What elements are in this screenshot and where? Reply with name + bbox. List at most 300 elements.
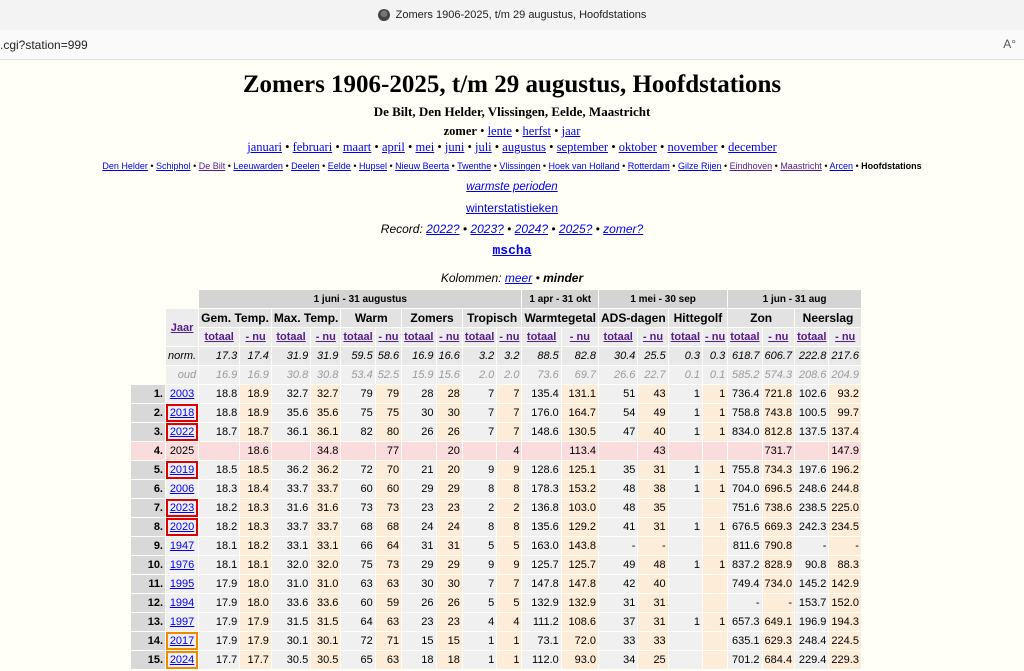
station-link-hoek-van-holland[interactable]: Hoek van Holland	[548, 161, 620, 171]
month-link-januari[interactable]: januari	[247, 140, 282, 154]
group-header-row	[131, 290, 861, 308]
bullet-separator: •	[491, 140, 503, 154]
value-cell: 18.3	[240, 499, 271, 517]
year-link[interactable]: 2019	[169, 464, 195, 476]
month-link-juni[interactable]: juni	[444, 140, 465, 154]
sort-totaal-cell[interactable]	[341, 328, 374, 346]
value-cell: 1	[703, 385, 727, 403]
oud-value: 204.9	[829, 366, 861, 384]
value-cell: 33	[599, 632, 637, 650]
value-cell	[522, 442, 560, 460]
sort-nu-link[interactable]: - nu	[245, 331, 266, 343]
value-cell: 1	[669, 461, 702, 479]
value-cell: 15	[437, 632, 462, 650]
column-header-6: ADS-dagen	[601, 311, 666, 325]
value-cell: 35	[638, 499, 667, 517]
value-cell: 43	[638, 385, 667, 403]
station-link-maastricht[interactable]: Maastricht	[780, 161, 822, 171]
month-link-mei[interactable]: mei	[415, 140, 435, 154]
norm-value: 3.2	[497, 347, 521, 365]
oud-value: 69.7	[562, 366, 598, 384]
value-cell: 18.3	[240, 518, 271, 536]
value-cell: 224.5	[829, 632, 861, 650]
station-link-arcen[interactable]: Arcen	[829, 161, 853, 171]
value-cell: 18.1	[199, 556, 239, 574]
value-cell: -	[638, 537, 667, 555]
value-cell: 73	[376, 556, 401, 574]
month-link-april[interactable]: april	[381, 140, 405, 154]
value-cell: 26	[437, 423, 462, 441]
norm-value: 31.9	[272, 347, 310, 365]
value-cell: 88.3	[829, 556, 861, 574]
value-cell: 75	[341, 556, 374, 574]
year-cell[interactable]	[166, 480, 198, 498]
value-cell: 736.4	[728, 385, 761, 403]
bullet-separator: •	[721, 161, 730, 171]
winterstatistieken-link[interactable]: winterstatistieken	[465, 201, 559, 215]
jaar-header[interactable]	[166, 309, 198, 346]
reader-view-icon[interactable]: A°	[1003, 37, 1016, 51]
rank-cell: 1.	[131, 385, 165, 403]
year-link[interactable]: 2017	[169, 635, 195, 647]
bullet-separator: •	[147, 161, 157, 171]
sort-totaal-link[interactable]: totaal	[797, 331, 827, 343]
oud-value: 574.3	[763, 366, 795, 384]
value-cell: 32.7	[311, 385, 340, 403]
value-cell: 244.8	[829, 480, 861, 498]
value-cell: 30	[437, 404, 462, 422]
sort-totaal-link[interactable]: totaal	[603, 331, 633, 343]
address-bar[interactable]	[0, 30, 1024, 60]
value-cell: 32.0	[311, 556, 340, 574]
kolommen-meer-link[interactable]: meer	[504, 271, 533, 285]
value-cell: 63	[376, 613, 401, 631]
value-cell: 30	[402, 575, 435, 593]
sort-nu-link[interactable]: - nu	[439, 331, 460, 343]
value-cell: 5	[497, 537, 521, 555]
station-link-gilze-rijen[interactable]: Gilze Rijen	[677, 161, 722, 171]
year-cell[interactable]	[166, 461, 198, 479]
bullet-separator: •	[459, 222, 471, 236]
value-cell: 147.8	[562, 575, 598, 593]
station-link-nieuw-beerta[interactable]: Nieuw Beerta	[395, 161, 450, 171]
sort-totaal-cell[interactable]	[199, 328, 239, 346]
value-cell: 1	[703, 613, 727, 631]
value-cell: 18.1	[199, 537, 239, 555]
value-cell: 80	[376, 423, 401, 441]
sort-totaal-cell[interactable]	[522, 328, 560, 346]
value-cell: 48	[599, 499, 637, 517]
sort-nu-cell[interactable]	[703, 328, 727, 346]
oud-label: oud	[166, 366, 198, 384]
site-favicon-icon	[378, 9, 390, 21]
rank-cell: 12.	[131, 594, 165, 612]
sort-nu-cell[interactable]	[829, 328, 861, 346]
sort-nu-cell[interactable]	[497, 328, 521, 346]
station-link-eindhoven[interactable]: Eindhoven	[729, 161, 773, 171]
value-cell: 102.6	[795, 385, 828, 403]
month-link-juli[interactable]: juli	[474, 140, 492, 154]
value-cell: 125.1	[562, 461, 598, 479]
station-link-den-helder[interactable]: Den Helder	[102, 161, 148, 171]
sort-totaal-link[interactable]: totaal	[464, 331, 495, 343]
group-header-jun-aug-2: 1 jun - 31 aug	[728, 290, 861, 308]
value-cell: 7	[463, 385, 496, 403]
jaar-sort-link[interactable]: Jaar	[170, 321, 194, 334]
bullet-separator: •	[535, 271, 540, 285]
value-cell: 1	[669, 480, 702, 498]
sort-nu-cell[interactable]	[763, 328, 795, 346]
year-cell[interactable]	[166, 651, 198, 669]
value-cell: 749.4	[728, 575, 761, 593]
record-link-3[interactable]: 2025?	[558, 222, 593, 236]
value-cell: 21	[402, 461, 435, 479]
value-cell: 18.7	[199, 423, 239, 441]
station-link-rotterdam[interactable]: Rotterdam	[627, 161, 670, 171]
value-cell: 196.9	[795, 613, 828, 631]
value-cell: 23	[402, 613, 435, 631]
empty-corner	[131, 309, 165, 327]
column-header-1: Max. Temp.	[273, 311, 339, 325]
year-cell[interactable]	[166, 423, 198, 441]
value-cell: 1	[703, 404, 727, 422]
station-link-twenthe[interactable]: Twenthe	[457, 161, 492, 171]
station-link-de-bilt[interactable]: De Bilt	[198, 161, 226, 171]
winterstatistieken-line	[0, 201, 1024, 215]
sort-totaal-link[interactable]: totaal	[276, 331, 306, 343]
norm-value: 25.5	[638, 347, 667, 365]
value-cell: 48	[638, 556, 667, 574]
season-link-lente[interactable]: lente	[487, 124, 512, 138]
value-cell: 17.9	[199, 613, 239, 631]
value-cell: 8	[497, 518, 521, 536]
value-cell: 93.0	[562, 651, 598, 669]
norm-value: 59.5	[341, 347, 374, 365]
value-cell: 73	[376, 499, 401, 517]
value-cell: 40	[638, 575, 667, 593]
sort-nu-cell[interactable]	[376, 328, 401, 346]
oud-value: 585.2	[728, 366, 761, 384]
value-cell: 137.4	[829, 423, 861, 441]
station-link-hupsel[interactable]: Hupsel	[358, 161, 387, 171]
oud-value: 30.8	[272, 366, 310, 384]
value-cell: 66	[341, 537, 374, 555]
value-cell: 131.1	[562, 385, 598, 403]
year-link[interactable]: 1947	[169, 540, 195, 552]
year-link[interactable]: 2020	[169, 521, 195, 533]
station-link-eelde[interactable]: Eelde	[327, 161, 351, 171]
value-cell: 68	[341, 518, 374, 536]
column-header-7: Hittegolf	[669, 309, 728, 327]
norm-value: 17.3	[199, 347, 239, 365]
sort-nu-link[interactable]: - nu	[499, 331, 520, 343]
value-cell: 1	[703, 480, 727, 498]
year-link[interactable]: 1997	[169, 616, 195, 628]
year-link[interactable]: 2022	[169, 426, 195, 438]
value-cell	[341, 442, 374, 460]
value-cell: -	[599, 537, 637, 555]
value-cell: 629.3	[763, 632, 795, 650]
value-cell: 128.6	[522, 461, 560, 479]
season-link-jaar[interactable]: jaar	[561, 124, 581, 138]
value-cell: 26	[437, 594, 462, 612]
mscha-line	[0, 242, 1024, 258]
value-cell: 31	[638, 613, 667, 631]
value-cell: 734.0	[763, 575, 795, 593]
value-cell: 248.6	[795, 480, 828, 498]
value-cell: 42	[599, 575, 637, 593]
value-cell	[703, 651, 727, 669]
column-header-row	[131, 309, 861, 327]
sort-totaal-link[interactable]: totaal	[204, 331, 234, 343]
value-cell: 701.2	[728, 651, 761, 669]
value-cell: 31	[599, 594, 637, 612]
value-cell: 100.5	[795, 404, 828, 422]
empty-corner	[166, 290, 198, 308]
empty-corner	[131, 290, 165, 308]
year-cell[interactable]	[166, 404, 198, 422]
sort-nu-cell[interactable]	[437, 328, 462, 346]
year-cell[interactable]	[166, 575, 198, 593]
month-link-februari[interactable]: februari	[292, 140, 333, 154]
value-cell: 125.7	[562, 556, 598, 574]
oud-value: 73.6	[522, 366, 560, 384]
record-link-1[interactable]: 2023?	[470, 222, 504, 236]
table-row	[131, 518, 861, 536]
rank-cell: 14.	[131, 632, 165, 650]
norm-row	[131, 347, 861, 365]
value-cell: 72	[341, 632, 374, 650]
value-cell: 23	[437, 613, 462, 631]
value-cell: 197.6	[795, 461, 828, 479]
table-row	[131, 385, 861, 403]
value-cell: 734.3	[763, 461, 795, 479]
norm-value: 217.6	[829, 347, 861, 365]
year-link[interactable]: 2018	[169, 407, 195, 419]
sort-nu-link[interactable]: - nu	[315, 331, 336, 343]
sort-totaal-link[interactable]: totaal	[343, 331, 373, 343]
value-cell: 24	[437, 518, 462, 536]
year-link[interactable]: 2023	[169, 502, 195, 514]
value-cell: 153.2	[562, 480, 598, 498]
value-cell: 33.7	[272, 518, 310, 536]
table-row	[131, 423, 861, 441]
value-cell: 36.1	[311, 423, 340, 441]
year-text: 2025	[169, 445, 195, 457]
table-row	[131, 537, 861, 555]
year-cell[interactable]	[166, 499, 198, 517]
table-row	[131, 651, 861, 669]
value-cell: 229.4	[795, 651, 828, 669]
value-cell: 1	[669, 518, 702, 536]
sort-nu-cell[interactable]	[562, 328, 598, 346]
year-link[interactable]: 2024	[169, 654, 195, 666]
empty-corner	[131, 347, 165, 365]
year-cell[interactable]	[166, 385, 198, 403]
kolommen-line	[0, 271, 1024, 285]
bullet-separator: •	[386, 161, 396, 171]
month-link-november[interactable]: november	[667, 140, 718, 154]
value-cell: 26	[402, 594, 435, 612]
year-link[interactable]: 1976	[169, 559, 195, 571]
sort-totaal-link[interactable]: totaal	[526, 331, 557, 343]
value-cell: 176.0	[522, 404, 560, 422]
value-cell: 811.6	[728, 537, 761, 555]
sort-nu-link[interactable]: - nu	[642, 331, 664, 343]
value-cell	[728, 442, 761, 460]
sort-nu-link[interactable]: - nu	[569, 331, 590, 343]
year-cell[interactable]	[166, 518, 198, 536]
year-cell[interactable]	[166, 556, 198, 574]
column-header-5: Warmtegetal	[524, 311, 597, 325]
month-link-september[interactable]: september	[556, 140, 609, 154]
oud-value: 15.9	[402, 366, 435, 384]
month-link-maart[interactable]: maart	[342, 140, 372, 154]
year-cell[interactable]	[166, 537, 198, 555]
sort-totaal-link[interactable]: totaal	[730, 331, 760, 343]
value-cell: 137.5	[795, 423, 828, 441]
record-link-0[interactable]: 2022?	[426, 222, 460, 236]
value-cell: 34	[599, 651, 637, 669]
year-cell[interactable]	[166, 613, 198, 631]
station-link-leeuwarden[interactable]: Leeuwarden	[233, 161, 283, 171]
sort-nu-link[interactable]: - nu	[835, 331, 856, 343]
year-link[interactable]: 2006	[169, 483, 195, 495]
value-cell: 669.3	[763, 518, 795, 536]
value-cell: 234.5	[829, 518, 861, 536]
value-cell: 93.2	[829, 385, 861, 403]
sort-totaal-link[interactable]: totaal	[404, 331, 434, 343]
bullet-separator: •	[434, 140, 445, 154]
value-cell: 15	[402, 632, 435, 650]
value-cell: 132.9	[522, 594, 560, 612]
value-cell: 9	[463, 556, 496, 574]
value-cell: 17.7	[199, 651, 239, 669]
value-cell: 1	[669, 556, 702, 574]
year-cell[interactable]	[166, 594, 198, 612]
warmste-perioden-link[interactable]: warmste perioden	[466, 181, 558, 193]
value-cell: 73	[341, 499, 374, 517]
value-cell: 812.8	[763, 423, 795, 441]
value-cell: 30.1	[272, 632, 310, 650]
sort-totaal-cell[interactable]	[402, 328, 435, 346]
month-link-augustus[interactable]: augustus	[502, 140, 547, 154]
sort-totaal-cell[interactable]	[463, 328, 496, 346]
bullet-separator: •	[548, 222, 559, 236]
value-cell	[463, 442, 496, 460]
value-cell: 142.9	[829, 575, 861, 593]
sort-totaal-cell[interactable]	[272, 328, 310, 346]
year-link[interactable]: 1995	[169, 578, 195, 590]
sort-nu-link[interactable]: - nu	[768, 331, 789, 343]
sort-totaal-cell[interactable]	[728, 328, 761, 346]
mscha-link[interactable]: mscha	[492, 243, 532, 258]
sort-nu-link[interactable]: - nu	[705, 331, 726, 343]
year-link[interactable]: 1994	[169, 597, 195, 609]
value-cell	[669, 499, 702, 517]
sort-nu-cell[interactable]	[311, 328, 340, 346]
value-cell: 72	[341, 461, 374, 479]
value-cell: 82	[341, 423, 374, 441]
station-link-deelen[interactable]: Deelen	[291, 161, 320, 171]
value-cell: 31	[402, 537, 435, 555]
table-row	[131, 632, 861, 650]
month-link-oktober[interactable]: oktober	[618, 140, 657, 154]
station-link-schiphol[interactable]: Schiphol	[156, 161, 191, 171]
value-cell: 18.7	[240, 423, 271, 441]
oud-value: 26.6	[599, 366, 637, 384]
value-cell: 63	[376, 651, 401, 669]
value-cell: 18	[437, 651, 462, 669]
oud-value: 16.9	[199, 366, 239, 384]
year-cell[interactable]	[166, 632, 198, 650]
value-cell: 48	[599, 480, 637, 498]
value-cell: 59	[376, 594, 401, 612]
value-cell: 79	[341, 385, 374, 403]
bullet-separator: •	[190, 161, 199, 171]
value-cell: 1	[703, 423, 727, 441]
table-row	[131, 461, 861, 479]
value-cell: 37	[599, 613, 637, 631]
value-cell: 60	[341, 480, 374, 498]
value-cell: 129.2	[562, 518, 598, 536]
sort-totaal-cell[interactable]	[795, 328, 828, 346]
value-cell: 1	[669, 404, 702, 422]
value-cell: -	[795, 537, 828, 555]
year-link[interactable]: 2003	[169, 388, 195, 400]
sort-totaal-cell[interactable]	[599, 328, 637, 346]
tab-title: Zomers 1906-2025, t/m 29 augustus, Hoofdstations	[395, 9, 647, 21]
value-cell	[703, 575, 727, 593]
value-cell: 23	[437, 499, 462, 517]
value-cell: 103.0	[562, 499, 598, 517]
value-cell: 1	[669, 613, 702, 631]
month-link-december[interactable]: december	[728, 140, 777, 154]
norm-value: 88.5	[522, 347, 560, 365]
bullet-separator: •	[592, 222, 604, 236]
value-cell: 30	[402, 404, 435, 422]
norm-value: 82.8	[562, 347, 598, 365]
record-link-2[interactable]: 2024?	[514, 222, 549, 236]
station-link-vlissingen[interactable]: Vlissingen	[499, 161, 541, 171]
url-text[interactable]: .cgi?station=999	[0, 37, 88, 52]
value-cell: 18.2	[199, 499, 239, 517]
value-cell: 28	[402, 385, 435, 403]
sort-totaal-cell[interactable]	[669, 328, 702, 346]
value-cell: 43	[638, 442, 667, 460]
value-cell: 194.3	[829, 613, 861, 631]
value-cell: 1	[703, 518, 727, 536]
sort-nu-link[interactable]: - nu	[378, 331, 399, 343]
sort-totaal-link[interactable]: totaal	[670, 331, 701, 343]
oud-value: 0.1	[703, 366, 727, 384]
station-nav	[0, 161, 1024, 171]
table-row	[131, 442, 861, 460]
value-cell: 1	[497, 632, 521, 650]
value-cell: 31	[638, 461, 667, 479]
season-link-herfst[interactable]: herfst	[522, 124, 551, 138]
sort-nu-cell[interactable]	[240, 328, 271, 346]
sort-nu-cell[interactable]	[638, 328, 667, 346]
value-cell: 7	[463, 575, 496, 593]
year-cell[interactable]	[166, 442, 198, 460]
value-cell: 64	[341, 613, 374, 631]
value-cell: 7	[463, 404, 496, 422]
norm-value: 58.6	[376, 347, 401, 365]
value-cell: 73.1	[522, 632, 560, 650]
record-link-4[interactable]: zomer?	[603, 222, 644, 236]
sub-header-row	[131, 328, 861, 346]
